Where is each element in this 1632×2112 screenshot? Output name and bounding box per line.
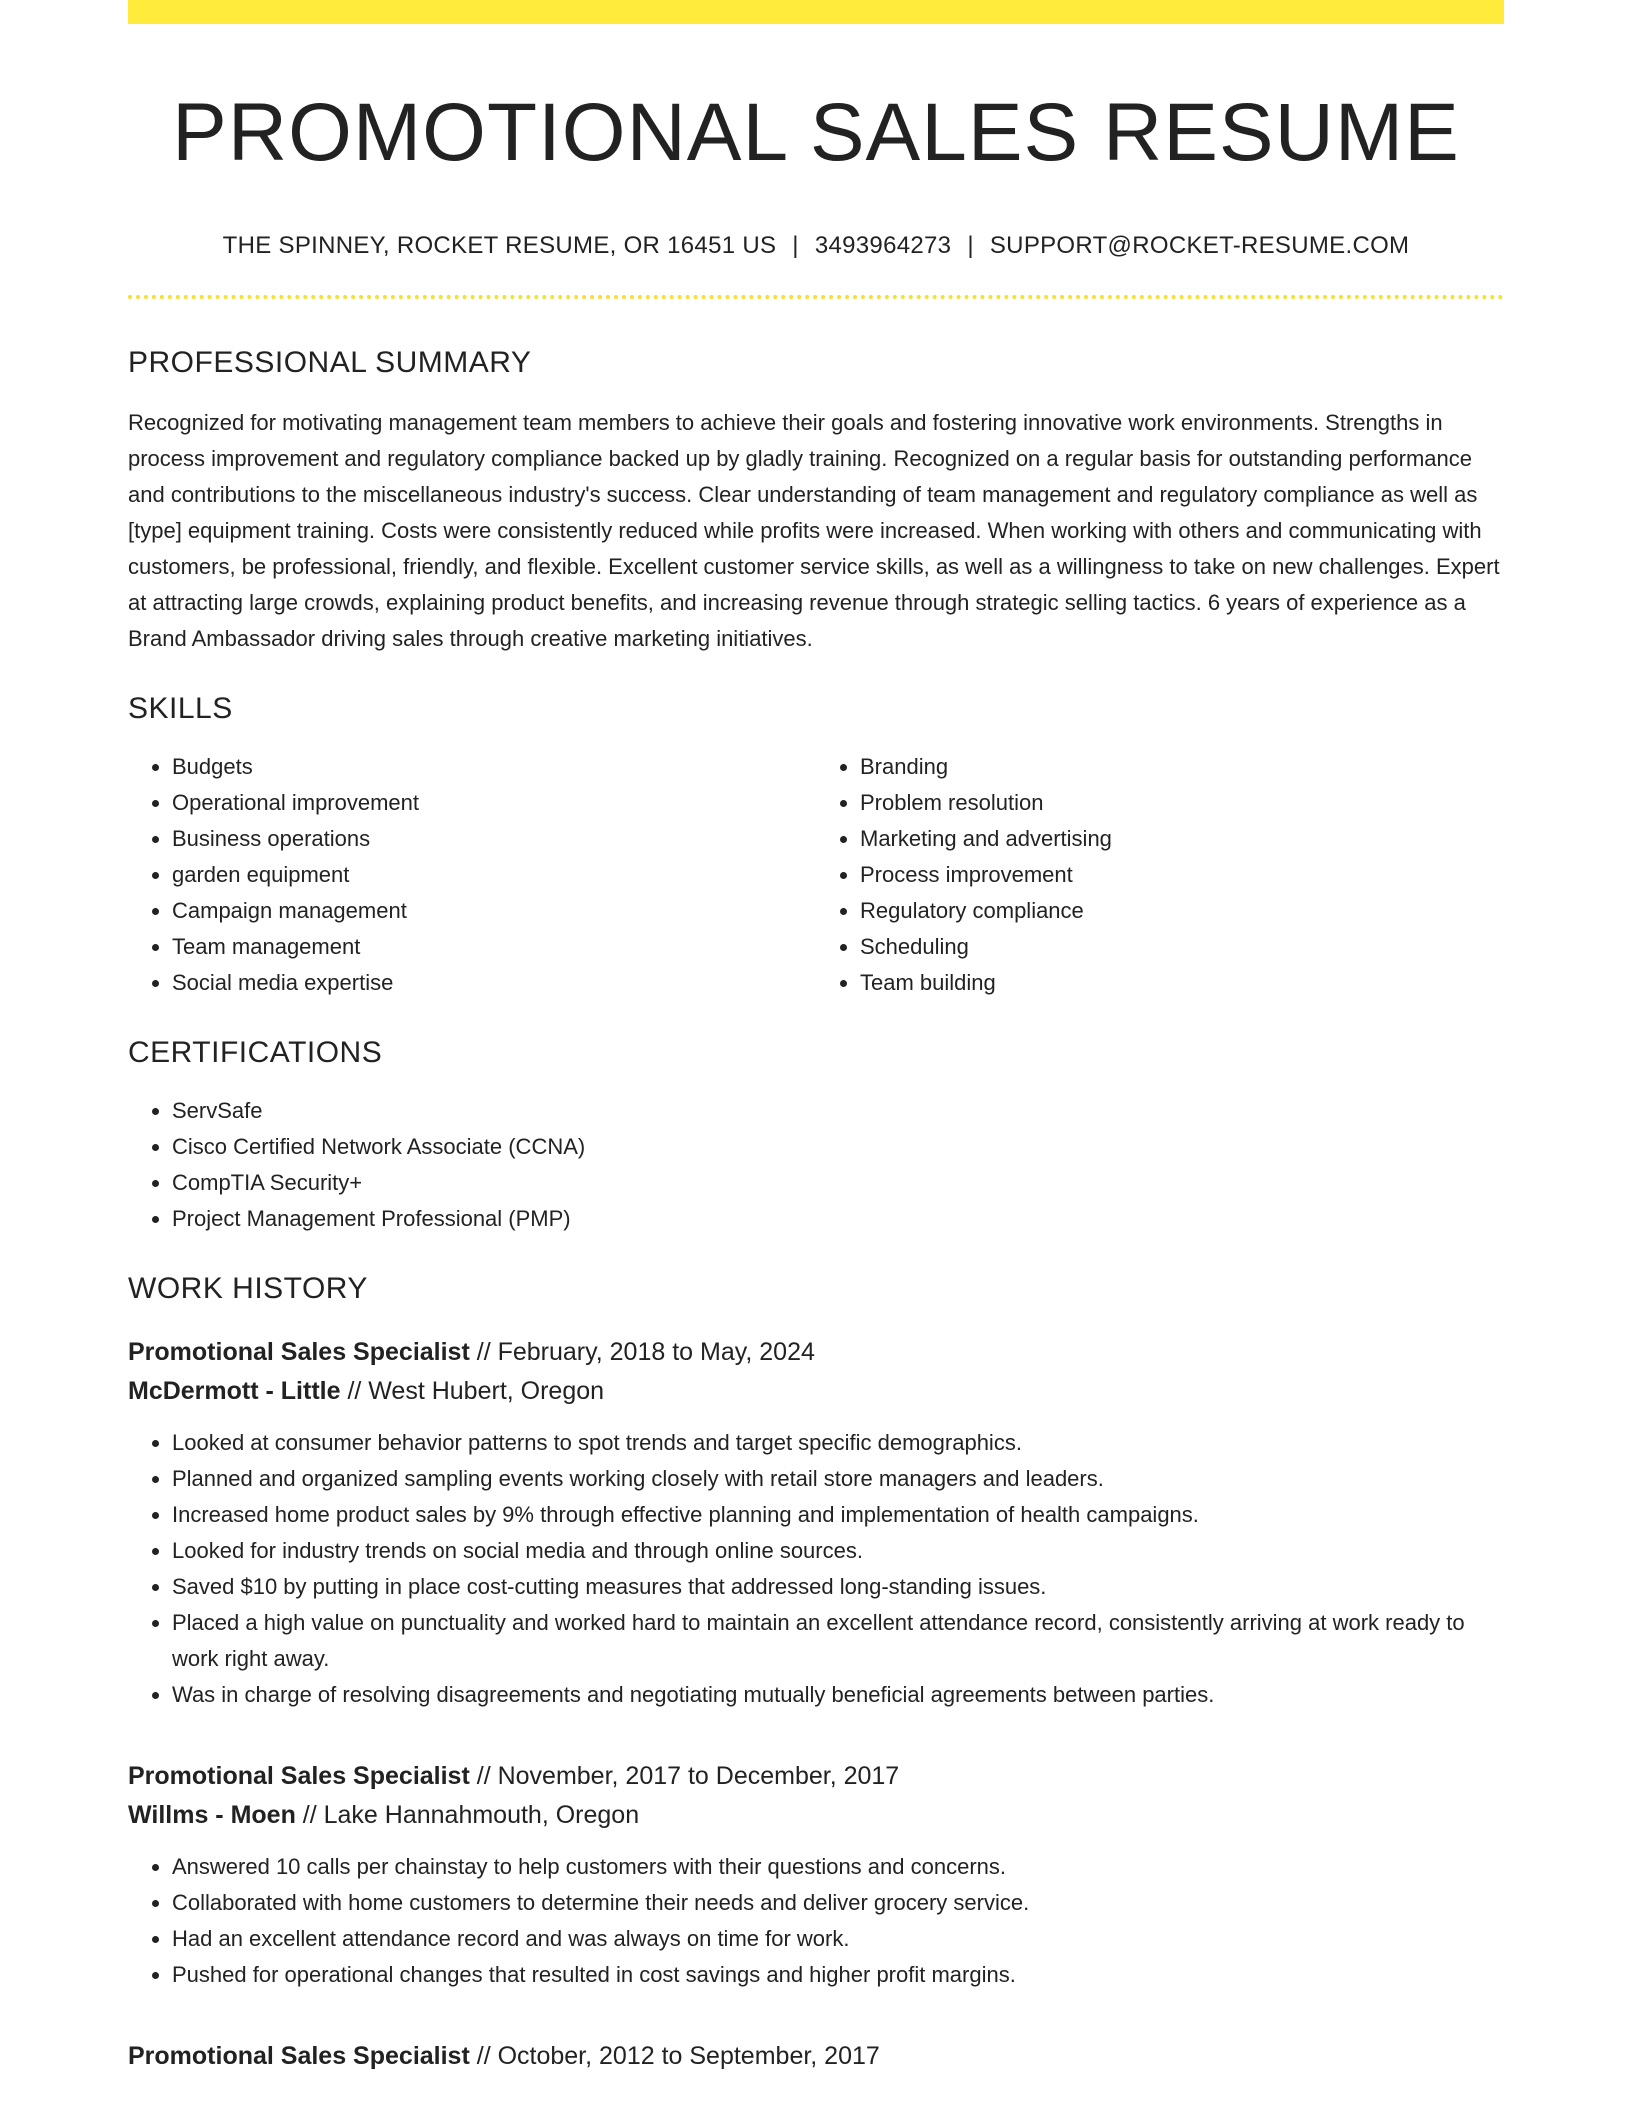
skill-item: • Process improvement [860,857,1504,893]
job-entry [128,1333,1504,1713]
skill-item: • Scheduling [860,929,1504,965]
resume-page [128,0,1504,2076]
job-duty: • Answered 10 calls per chainstay to help customers with their questions and concerns. [172,1849,1504,1885]
job-entry [128,1757,1504,1993]
job-dates: // February, 2018 to May, 2024 [469,1337,815,1366]
skills-columns [128,749,1504,1001]
job-location: // Lake Hannahmouth, Oregon [295,1800,640,1829]
job-title: Promotional Sales Specialist [128,1761,470,1790]
job-duties-list [128,1425,1504,1713]
skill-item: • Problem resolution [860,785,1504,821]
job-duty: • Saved $10 by putting in place cost-cutting measures that addressed long-standing issues. [172,1569,1504,1605]
certification-item: • ServSafe [172,1093,1504,1129]
job-title-line [128,1757,1504,1796]
skill-item: • Budgets [172,749,816,785]
contact-email: SUPPORT@ROCKET-RESUME.COM [989,232,1410,260]
skills-heading: SKILLS [128,691,233,725]
job-company-line [128,1796,1504,1835]
summary-heading: PROFESSIONAL SUMMARY [128,345,532,379]
job-title: Promotional Sales Specialist [128,1337,470,1366]
job-title: Promotional Sales Specialist [128,2041,470,2070]
job-location: // West Hubert, Oregon [340,1376,605,1405]
certification-item: • CompTIA Security+ [172,1165,1504,1201]
job-dates: // October, 2012 to September, 2017 [469,2041,880,2070]
dotted-divider [128,295,1504,299]
skill-item: • Campaign management [172,893,816,929]
skills-list-left [128,749,816,1001]
skills-list-right [816,749,1504,1001]
skill-item: • Social media expertise [172,965,816,1001]
job-duty: • Collaborated with home customers to determine their needs and deliver grocery service. [172,1885,1504,1921]
skill-item: • Business operations [172,821,816,857]
work-history-heading: WORK HISTORY [128,1271,368,1305]
certification-item: • Cisco Certified Network Associate (CCNA) [172,1129,1504,1165]
job-dates: // November, 2017 to December, 2017 [469,1761,900,1790]
summary-text: Recognized for motivating management team members to achieve their goals and fostering innovative work environments. Strengths in process improvement and regulatory compliance backed up by gladly training. Recognized on a regular basis for outstanding performance and contributions to the miscellaneous industry's success. Clear understanding of team management and regulatory compliance as well as [type] equipment training. Costs were consistently reduced while profits were increased. When working with others and communicating with customers, be professional, friendly, and flexible. Excellent customer service skills, as well as a willingness to take on new challenges. Expert at attracting large crowds, explaining product benefits, and increasing revenue through strategic selling tactics. 6 years of experience as a Brand Ambassador driving sales through creative marketing initiatives. [128,409,1500,651]
job-duty: • Pushed for operational changes that resulted in cost savings and higher profit margins. [172,1957,1504,1993]
skill-item: • Team management [172,929,816,965]
skill-item: • Regulatory compliance [860,893,1504,929]
skill-item: • Branding [860,749,1504,785]
skill-item: • Marketing and advertising [860,821,1504,857]
resume-title: PROMOTIONAL SALES RESUME [172,87,1460,178]
contact-separator: | [792,232,799,260]
certification-item: • Project Management Professional (PMP) [172,1201,1504,1237]
contact-address: THE SPINNEY, ROCKET RESUME, OR 16451 US [222,232,777,260]
skill-item: • Team building [860,965,1504,1001]
contact-separator: | [967,232,974,260]
job-entry [128,2037,1504,2076]
job-title-line [128,1333,1504,1372]
job-duties-list [128,1849,1504,1993]
job-company: Willms - Moen [128,1800,296,1829]
job-title-line [128,2037,1504,2076]
job-company: McDermott - Little [128,1376,341,1405]
contact-phone: 3493964273 [814,232,952,260]
skill-item: • garden equipment [172,857,816,893]
skill-item: • Operational improvement [172,785,816,821]
job-company-line [128,1372,1504,1411]
job-duty: • Looked for industry trends on social media and through online sources. [172,1533,1504,1569]
job-duty: • Was in charge of resolving disagreements and negotiating mutually beneficial agreements between parties. [172,1677,1504,1713]
job-duty: • Had an excellent attendance record and was always on time for work. [172,1921,1504,1957]
job-duty: • Looked at consumer behavior patterns to spot trends and target specific demographics. [172,1425,1504,1461]
certifications-list [128,1093,1504,1237]
job-duty: • Increased home product sales by 9% through effective planning and implementation of health campaigns. [172,1497,1504,1533]
contact-info [128,230,1504,261]
accent-top-bar [128,0,1504,24]
job-duty: • Placed a high value on punctuality and worked hard to maintain an excellent attendance record, consistently arriving at work ready to work right away. [172,1605,1504,1677]
job-duty: • Planned and organized sampling events working closely with retail store managers and leaders. [172,1461,1504,1497]
certifications-heading: CERTIFICATIONS [128,1035,383,1069]
